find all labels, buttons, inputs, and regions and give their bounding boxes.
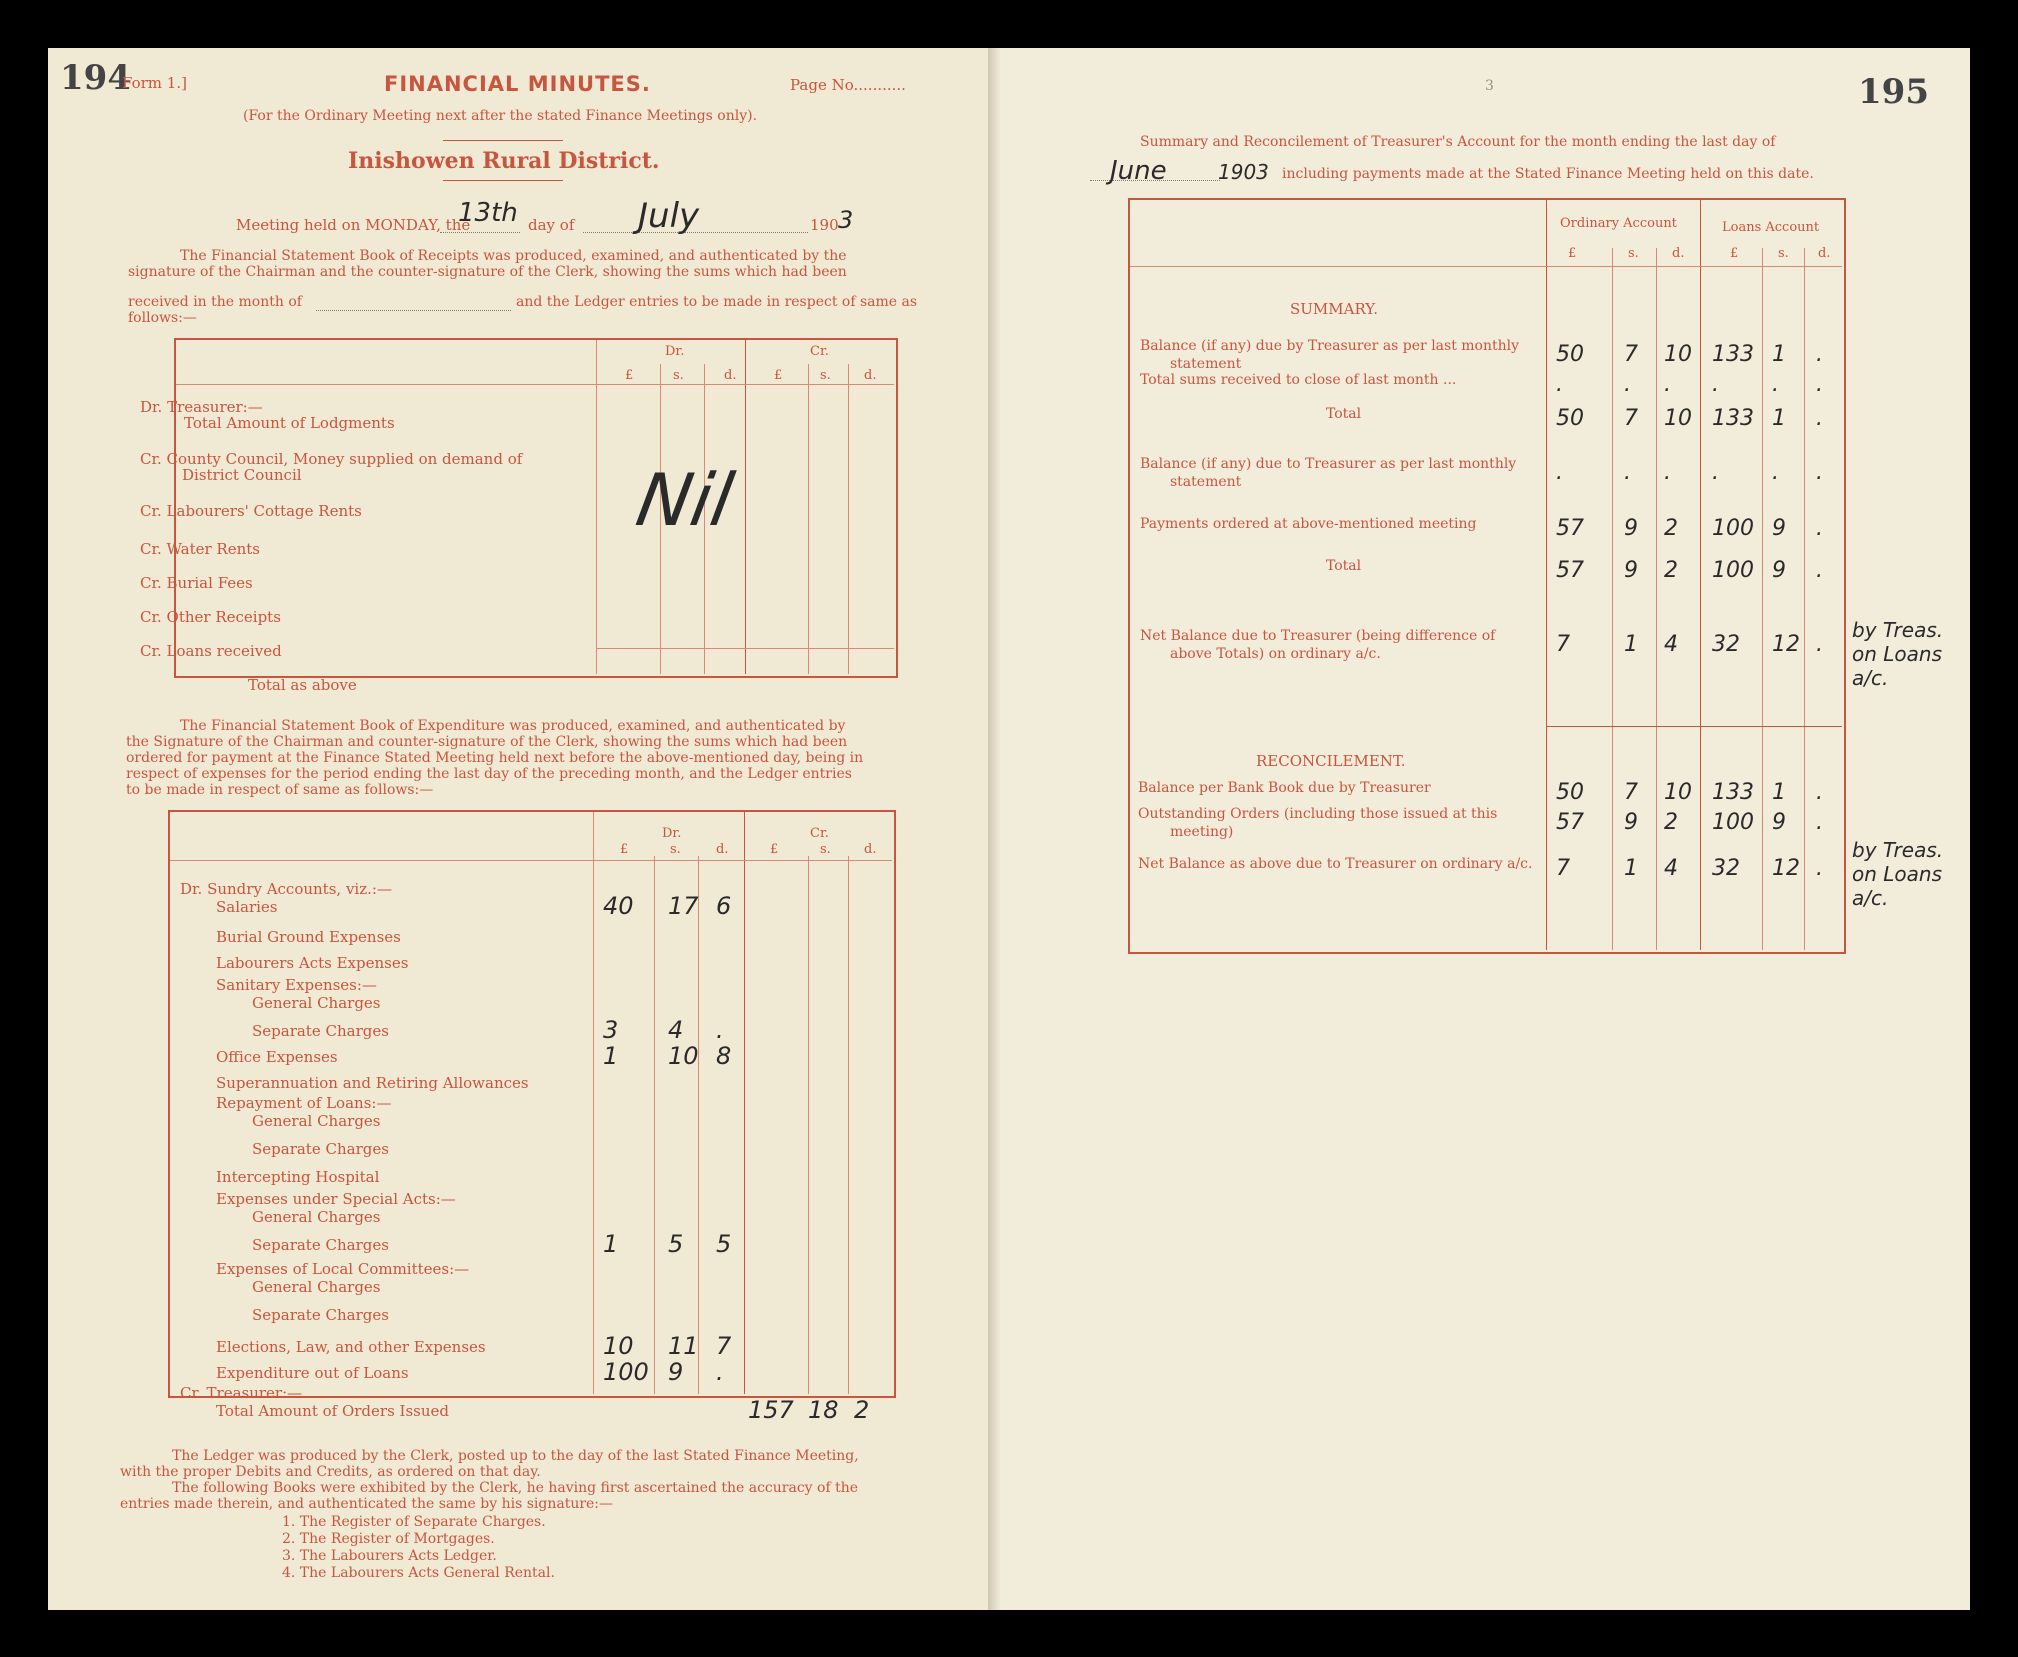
receipts-paragraph-line: and the Ledger entries to be made in respect of same as xyxy=(516,294,918,310)
column-header: £ xyxy=(774,368,783,383)
expenditure-row-label: General Charges xyxy=(252,1278,381,1296)
summary-value: . xyxy=(1712,460,1719,485)
district-name: Inishowen Rural District. xyxy=(348,148,660,174)
expenditure-value: 3 xyxy=(603,1016,619,1044)
expenditure-value: 4 xyxy=(668,1016,684,1044)
summary-value: 32 xyxy=(1712,632,1740,657)
expenditure-paragraph-line: the Signature of the Chairman and counter-signature of the Clerk, showing the sums which had been xyxy=(126,734,848,750)
column-header: d. xyxy=(1672,246,1685,261)
summary-value: 10 xyxy=(1664,780,1692,805)
summary-value: 1 xyxy=(1772,406,1786,431)
footer-paragraph-line: The following Books were exhibited by the Clerk, he having first ascertained the accuracy of the xyxy=(172,1480,859,1496)
summary-row-label: Payments ordered at above-mentioned meeting xyxy=(1140,516,1477,532)
expenditure-row-label: Expenses under Special Acts:— xyxy=(216,1190,456,1208)
expenditure-row-label: Labourers Acts Expenses xyxy=(216,954,409,972)
expenditure-value: 5 xyxy=(668,1230,684,1258)
summary-row-label: Total sums received to close of last month ... xyxy=(1140,372,1457,388)
summary-value: 9 xyxy=(1624,810,1638,835)
expenditure-row-label: Elections, Law, and other Expenses xyxy=(216,1338,486,1356)
expenditure-value: . xyxy=(716,1358,724,1386)
column-header: £ xyxy=(625,368,634,383)
column-header: £ xyxy=(1730,246,1739,261)
summary-value: . xyxy=(1816,810,1823,835)
receipts-row-label: Total Amount of Lodgments xyxy=(184,414,395,432)
summary-value: 133 xyxy=(1712,342,1754,367)
summary-value: . xyxy=(1556,372,1563,397)
summary-value: . xyxy=(1556,460,1563,485)
summary-value: 50 xyxy=(1556,406,1584,431)
expenditure-value: 7 xyxy=(716,1332,732,1360)
column-header: d. xyxy=(864,368,877,383)
meeting-month: July xyxy=(638,196,700,236)
summary-value: 57 xyxy=(1556,558,1584,583)
summary-value: . xyxy=(1816,780,1823,805)
meeting-mid: day of xyxy=(528,216,575,234)
summary-value: 7 xyxy=(1624,780,1638,805)
meeting-year-prefix: 190 xyxy=(810,216,839,234)
expenditure-row-label: Dr. Sundry Accounts, viz.:— xyxy=(180,880,392,898)
summary-row-label: Balance (if any) due to Treasurer as per last monthly xyxy=(1140,456,1517,472)
summary-value: 57 xyxy=(1556,810,1584,835)
expenditure-value: 6 xyxy=(716,892,732,920)
form-label: Form 1.] xyxy=(122,74,187,92)
summary-value: . xyxy=(1712,372,1719,397)
margin-note-2: by Treas. on Loans a/c. xyxy=(1852,838,1944,910)
expenditure-row-label: Separate Charges xyxy=(252,1306,389,1324)
column-header: s. xyxy=(673,368,684,383)
nil-handwritten: Nil xyxy=(630,458,740,542)
expenditure-row-label: Sanitary Expenses:— xyxy=(216,976,377,994)
summary-row-label-continued: meeting) xyxy=(1170,824,1234,840)
summary-value: 7 xyxy=(1624,342,1638,367)
summary-value: . xyxy=(1816,632,1823,657)
expenditure-row-label: Repayment of Loans:— xyxy=(216,1094,392,1112)
footer-paragraph-line: with the proper Debits and Credits, as ordered on that day. xyxy=(120,1464,541,1480)
summary-value: . xyxy=(1816,516,1823,541)
summary-value: 100 xyxy=(1712,516,1754,541)
summary-heading-line-2: including payments made at the Stated Finance Meeting held on this date. xyxy=(1282,166,1814,182)
expenditure-row-label: Separate Charges xyxy=(252,1236,389,1254)
receipts-row-label: Dr. Treasurer:— xyxy=(140,398,263,416)
column-header: s. xyxy=(820,842,831,857)
summary-value: 1 xyxy=(1624,632,1638,657)
summary-value: . xyxy=(1772,460,1779,485)
receipts-paragraph-line: The Financial Statement Book of Receipts was produced, examined, and authenticated by the xyxy=(180,248,847,264)
expenditure-value: 11 xyxy=(668,1332,699,1360)
summary-value: . xyxy=(1816,856,1823,881)
expenditure-row-label: Intercepting Hospital xyxy=(216,1168,380,1186)
summary-value: . xyxy=(1816,342,1823,367)
summary-value: . xyxy=(1816,558,1823,583)
summary-value: 50 xyxy=(1556,342,1584,367)
left-page xyxy=(48,48,988,1610)
summary-value: 1 xyxy=(1624,856,1638,881)
summary-value: 9 xyxy=(1624,558,1638,583)
receipts-dr-header: Dr. xyxy=(665,344,685,359)
summary-value: . xyxy=(1624,460,1631,485)
expenditure-paragraph-line: ordered for payment at the Finance Stated Meeting held next before the above-mentioned day, being in xyxy=(126,750,864,766)
summary-value: 2 xyxy=(1664,810,1678,835)
summary-value: 133 xyxy=(1712,780,1754,805)
receipts-row-label: District Council xyxy=(182,466,302,484)
meeting-year-digit: 3 xyxy=(838,206,854,234)
summary-value: 12 xyxy=(1772,856,1800,881)
expenditure-row-label: General Charges xyxy=(252,1208,381,1226)
summary-row-label: Balance (if any) due by Treasurer as per last monthly xyxy=(1140,338,1520,354)
book-list-item: 4. The Labourers Acts General Rental. xyxy=(282,1565,555,1581)
expenditure-row-label: Separate Charges xyxy=(252,1140,389,1158)
column-header: d. xyxy=(1818,246,1831,261)
summary-row-label: Outstanding Orders (including those issued at this xyxy=(1138,806,1498,822)
summary-value: 10 xyxy=(1664,342,1692,367)
summary-heading-line-1: Summary and Reconcilement of Treasurer's Account for the month ending the last day of xyxy=(1140,134,1776,150)
column-header: £ xyxy=(770,842,779,857)
expenditure-value: 8 xyxy=(716,1042,732,1070)
book-list-item: 2. The Register of Mortgages. xyxy=(282,1531,495,1547)
meeting-day: 13th xyxy=(458,198,518,228)
footer-paragraph-line: entries made therein, and authenticated the same by his signature:— xyxy=(120,1496,614,1512)
footer-paragraph-line: The Ledger was produced by the Clerk, posted up to the day of the last Stated Finance Meeting, xyxy=(172,1448,859,1464)
summary-row-label: Balance per Bank Book due by Treasurer xyxy=(1138,780,1431,796)
summary-row-label: Total xyxy=(1326,558,1362,574)
column-header: s. xyxy=(670,842,681,857)
summary-row-label: Net Balance due to Treasurer (being difference of xyxy=(1140,628,1496,644)
summary-value: 50 xyxy=(1556,780,1584,805)
reconcilement-title: RECONCILEMENT. xyxy=(1256,752,1406,770)
expenditure-row-label: General Charges xyxy=(252,994,381,1012)
receipts-row-label: Total as above xyxy=(248,676,357,694)
summary-value: 100 xyxy=(1712,558,1754,583)
summary-value: 2 xyxy=(1664,558,1678,583)
expenditure-row-label: Salaries xyxy=(216,898,278,916)
summary-value: . xyxy=(1816,460,1823,485)
expenditure-paragraph-line: The Financial Statement Book of Expenditure was produced, examined, and authenticated by xyxy=(180,718,846,734)
summary-value: 32 xyxy=(1712,856,1740,881)
summary-value: 10 xyxy=(1664,406,1692,431)
expenditure-row-label: Burial Ground Expenses xyxy=(216,928,401,946)
expenditure-cr-header: Cr. xyxy=(810,826,829,841)
expenditure-value: 157 xyxy=(748,1396,794,1424)
summary-value: 9 xyxy=(1772,516,1786,541)
expenditure-dr-header: Dr. xyxy=(662,826,682,841)
column-header: d. xyxy=(724,368,737,383)
page-number-left: 194 xyxy=(60,58,131,98)
subtitle: (For the Ordinary Meeting next after the stated Finance Meetings only). xyxy=(243,108,758,124)
summary-value: 4 xyxy=(1664,632,1678,657)
summary-value: 57 xyxy=(1556,516,1584,541)
column-header: £ xyxy=(1568,246,1577,261)
summary-value: . xyxy=(1772,372,1779,397)
summary-value: 100 xyxy=(1712,810,1754,835)
summary-value: 133 xyxy=(1712,406,1754,431)
expenditure-value: 18 xyxy=(808,1396,839,1424)
expenditure-paragraph-line: to be made in respect of same as follows:— xyxy=(126,782,434,798)
expenditure-row-label: Separate Charges xyxy=(252,1022,389,1040)
page-number-right: 195 xyxy=(1858,72,1929,112)
expenditure-row-label: Superannuation and Retiring Allowances xyxy=(216,1074,529,1092)
column-header: s. xyxy=(1778,246,1789,261)
summary-value: . xyxy=(1624,372,1631,397)
column-header: s. xyxy=(820,368,831,383)
column-header: d. xyxy=(716,842,729,857)
expenditure-row-label: Office Expenses xyxy=(216,1048,338,1066)
heading-year: 1903 xyxy=(1218,160,1269,184)
summary-value: . xyxy=(1664,460,1671,485)
margin-note-1: by Treas. on Loans a/c. xyxy=(1852,618,1944,690)
summary-value: 9 xyxy=(1624,516,1638,541)
expenditure-value: 2 xyxy=(854,1396,870,1424)
expenditure-value: 5 xyxy=(716,1230,732,1258)
page-no-label: Page No........... xyxy=(790,76,906,94)
summary-value: 7 xyxy=(1556,632,1570,657)
receipts-paragraph-line: received in the month of xyxy=(128,294,302,310)
pencil-mark: 3 xyxy=(1485,78,1494,94)
column-header: d. xyxy=(864,842,877,857)
expenditure-paragraph-line: respect of expenses for the period ending the last day of the preceding month, and the Ledger entries xyxy=(126,766,852,782)
receipts-paragraph-line: signature of the Chairman and the counter-signature of the Clerk, showing the sums which had been xyxy=(128,264,847,280)
expenditure-value: 1 xyxy=(603,1042,619,1070)
summary-value: 1 xyxy=(1772,342,1786,367)
expenditure-value: 10 xyxy=(603,1332,634,1360)
summary-value: 9 xyxy=(1772,810,1786,835)
expenditure-row-label: General Charges xyxy=(252,1112,381,1130)
receipts-row-label: Cr. Other Receipts xyxy=(140,608,281,626)
summary-row-label-continued: statement xyxy=(1170,356,1242,372)
expenditure-value: 9 xyxy=(668,1358,684,1386)
summary-value: . xyxy=(1816,372,1823,397)
expenditure-value: 100 xyxy=(603,1358,649,1386)
summary-value: 7 xyxy=(1624,406,1638,431)
summary-title: SUMMARY. xyxy=(1290,300,1379,318)
expenditure-value: 1 xyxy=(603,1230,619,1258)
expenditure-row-label: Cr. Treasurer:— xyxy=(180,1384,303,1402)
expenditure-row-label: Expenditure out of Loans xyxy=(216,1364,409,1382)
summary-row-label: Net Balance as above due to Treasurer on ordinary a/c. xyxy=(1138,856,1533,872)
receipts-row-label: Cr. Burial Fees xyxy=(140,574,253,592)
summary-value: . xyxy=(1664,372,1671,397)
summary-value: 1 xyxy=(1772,780,1786,805)
expenditure-row-label: Total Amount of Orders Issued xyxy=(216,1402,450,1420)
summary-row-label: Total xyxy=(1326,406,1362,422)
receipts-row-label: Cr. Loans received xyxy=(140,642,282,660)
book-gutter xyxy=(988,48,1000,1610)
page-title: FINANCIAL MINUTES. xyxy=(384,72,651,96)
expenditure-value: 17 xyxy=(668,892,699,920)
meeting-prefix: Meeting held on MONDAY, the xyxy=(236,216,471,234)
receipts-row-label: Cr. Water Rents xyxy=(140,540,260,558)
right-page xyxy=(1000,48,1970,1610)
summary-value: . xyxy=(1816,406,1823,431)
expenditure-value: 40 xyxy=(603,892,634,920)
summary-row-label-continued: above Totals) on ordinary a/c. xyxy=(1170,646,1381,662)
expenditure-row-label: Expenses of Local Committees:— xyxy=(216,1260,470,1278)
summary-value: 12 xyxy=(1772,632,1800,657)
column-header: s. xyxy=(1628,246,1639,261)
summary-value: 4 xyxy=(1664,856,1678,881)
heading-month: June xyxy=(1110,156,1167,186)
summary-value: 2 xyxy=(1664,516,1678,541)
summary-value: 9 xyxy=(1772,558,1786,583)
loans-account-header: Loans Account xyxy=(1722,220,1820,235)
receipts-row-label: Cr. County Council, Money supplied on demand of xyxy=(140,450,523,468)
receipts-row-label: Cr. Labourers' Cottage Rents xyxy=(140,502,362,520)
summary-row-label-continued: statement xyxy=(1170,474,1242,490)
expenditure-value: 10 xyxy=(668,1042,699,1070)
summary-value: 7 xyxy=(1556,856,1570,881)
expenditure-value: . xyxy=(716,1016,724,1044)
column-header: £ xyxy=(620,842,629,857)
book-list-item: 1. The Register of Separate Charges. xyxy=(282,1514,546,1530)
book-list-item: 3. The Labourers Acts Ledger. xyxy=(282,1548,497,1564)
receipts-cr-header: Cr. xyxy=(810,344,829,359)
ordinary-account-header: Ordinary Account xyxy=(1560,216,1677,231)
receipts-paragraph-line: follows:— xyxy=(128,310,197,326)
